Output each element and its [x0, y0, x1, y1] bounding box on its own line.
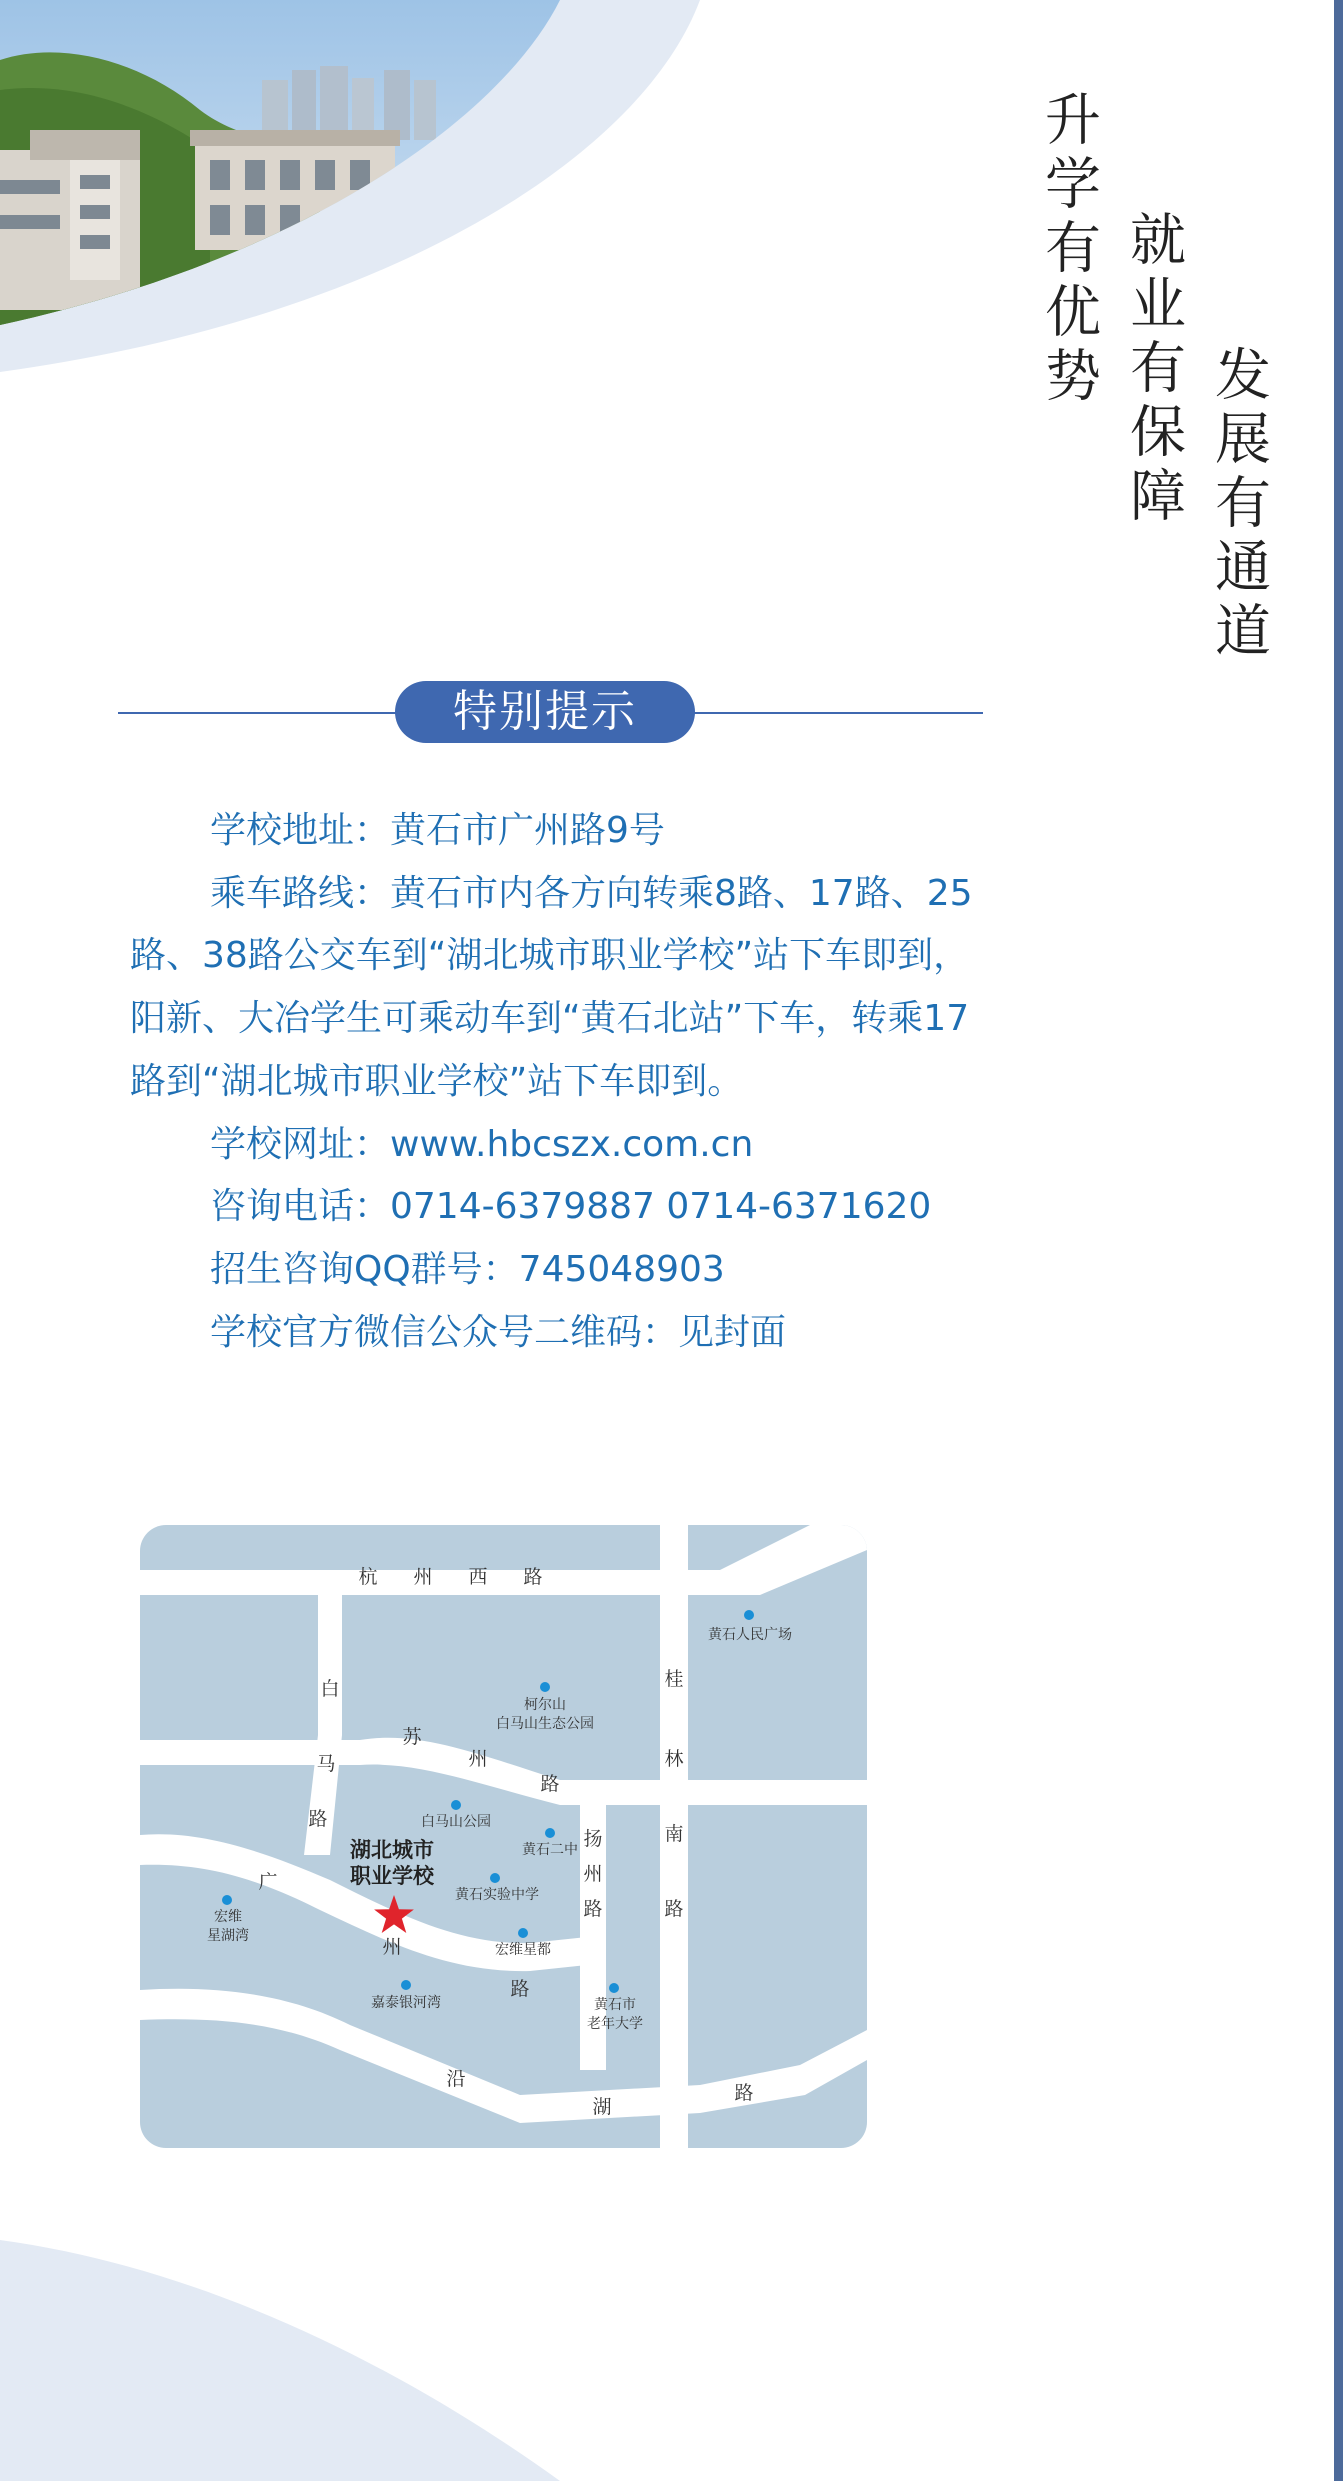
road-label-yanhu: 沿	[446, 2068, 466, 2090]
school-address: 学校地址：黄石市广州路9号	[210, 810, 665, 851]
road-label-hangzhou-west: 杭	[358, 1566, 378, 1588]
marker-jiatai	[401, 1980, 411, 1990]
school-website[interactable]: 学校网址：www.hbcszx.com.cn	[210, 1123, 754, 1165]
road-label-guangzhou: 路	[510, 1978, 530, 2000]
label-elder-university-2: 老年大学	[587, 2016, 643, 2032]
wechat-note: 学校官方微信公众号二维码：见封面	[210, 1311, 787, 1353]
road-label-suzhou: 路	[540, 1773, 560, 1795]
label-people-square: 黄石人民广场	[708, 1627, 792, 1643]
label-baimashan-garden: 白马山公园	[421, 1814, 491, 1830]
location-map	[140, 1525, 867, 2148]
road-label-guilin-south: 南	[664, 1823, 684, 1845]
contact-phone: 咨询电话：0714-6379887 0714-6371620	[210, 1186, 932, 1228]
road-label-baima: 白	[320, 1678, 340, 1700]
road-label-yangzhou: 路	[583, 1898, 603, 1920]
label-xinghuwan: 星湖湾	[207, 1928, 249, 1944]
slogan-employment: 就业有保障	[1121, 210, 1186, 530]
label-elder-university-1: 黄石市	[594, 1997, 636, 2013]
marker-hongwei-xingdu	[518, 1928, 528, 1938]
road-label-guangzhou: 广	[258, 1871, 278, 1893]
label-baimashan-park: 白马山生态公园	[496, 1716, 594, 1732]
section-title: 特别提示	[395, 681, 695, 743]
map-canvas	[140, 1525, 867, 2148]
marker-hongwei	[222, 1895, 232, 1905]
label-hongwei: 宏维	[214, 1909, 242, 1925]
slogan-advancement: 升学有优势	[1036, 90, 1101, 410]
road-label-yangzhou: 州	[583, 1863, 603, 1885]
road-label-baima: 马	[316, 1753, 336, 1775]
label-keershan: 柯尔山	[524, 1697, 566, 1713]
marker-elder-university	[609, 1983, 619, 1993]
slogan-development: 发展有通道	[1206, 345, 1271, 665]
bus-route: 乘车路线：黄石市内各方向转乘8路、17路、25路、38路公交车到“湖北城市职业学校”站下车即到，阳新、大冶学生可乘动车到“黄石北站”下车，转乘17路到“湖北城市职业学校”站下车即到。	[130, 872, 973, 1102]
marker-no2-middle	[545, 1828, 555, 1838]
road-label-yanhu: 路	[734, 2082, 754, 2104]
label-experimental: 黄石实验中学	[455, 1887, 539, 1903]
bottom-decoration	[0, 2230, 720, 2481]
road-label-guangzhou: 州	[382, 1936, 402, 1958]
label-no2-middle: 黄石二中	[522, 1842, 578, 1858]
marker-people-square	[744, 1610, 754, 1620]
road-label-hangzhou-west: 州	[413, 1566, 433, 1588]
marker-baimashan-garden	[451, 1800, 461, 1810]
road-label-yangzhou: 扬	[583, 1828, 603, 1850]
qq-group: 招生咨询QQ群号：745048903	[210, 1248, 725, 1290]
road-label-baima: 路	[308, 1808, 328, 1830]
marker-keershan	[540, 1682, 550, 1692]
label-jiatai: 嘉泰银河湾	[371, 1995, 441, 2011]
road-label-suzhou: 苏	[402, 1726, 422, 1748]
road-label-yanhu: 湖	[592, 2096, 612, 2118]
road-label-guilin-south: 路	[664, 1898, 684, 1920]
right-edge-bar	[1334, 0, 1343, 2481]
marker-experimental	[490, 1873, 500, 1883]
road-label-guilin-south: 林	[664, 1748, 684, 1770]
road-label-hangzhou-west: 路	[523, 1566, 543, 1588]
school-name-line2: 职业学校	[350, 1864, 434, 1888]
label-hongwei-xingdu: 宏维星都	[495, 1942, 551, 1958]
road-label-suzhou: 州	[468, 1748, 488, 1770]
road-label-guilin-south: 桂	[664, 1668, 684, 1690]
road-label-hangzhou-west: 西	[468, 1566, 488, 1588]
school-name-line1: 湖北城市	[350, 1838, 434, 1862]
map-land	[140, 1525, 867, 2148]
campus-photo	[0, 0, 720, 380]
info-block	[130, 800, 990, 1364]
